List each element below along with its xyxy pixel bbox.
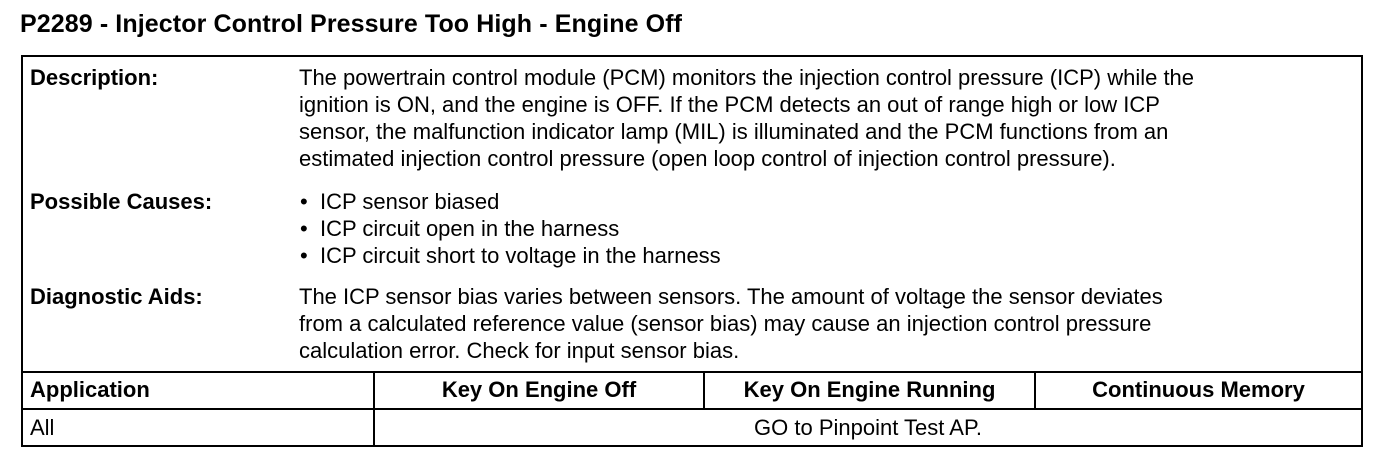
diagnostic-aids-line: calculation error. Check for input sensor bias. [299, 338, 740, 363]
header-continuous-memory: Continuous Memory [1092, 377, 1305, 402]
header-application: Application [30, 377, 150, 402]
possible-causes-list [299, 188, 1351, 269]
description-label: Description: [30, 65, 159, 90]
possible-causes-label: Possible Causes: [30, 189, 213, 214]
diagnostic-aids-line: The ICP sensor bias varies between sensors. The amount of voltage the sensor deviates [299, 284, 1163, 309]
list-item: • ICP sensor biased [299, 188, 1351, 215]
list-item: • ICP circuit open in the harness [299, 215, 1351, 242]
table-row-application: All [30, 415, 55, 440]
list-item: • ICP circuit short to voltage in the harness [299, 242, 1351, 269]
header-key-on-engine-off: Key On Engine Off [441, 377, 637, 402]
description-line: sensor, the malfunction indicator lamp (MIL) is illuminated and the PCM functions from an [299, 119, 1169, 144]
header-key-on-engine-running: Key On Engine Running [743, 377, 996, 402]
page-title: P2289 - Injector Control Pressure Too High - Engine Off [20, 10, 683, 38]
diagnostic-aids-label: Diagnostic Aids: [30, 284, 203, 309]
table-row-action: GO to Pinpoint Test AP. [754, 415, 982, 440]
dtc-info-table [21, 55, 1363, 447]
description-line: The powertrain control module (PCM) monitors the injection control pressure (ICP) while the [299, 65, 1195, 90]
description-line: estimated injection control pressure (open loop control of injection control pressure). [299, 146, 1116, 171]
description-text [299, 64, 1351, 172]
description-line: ignition is ON, and the engine is OFF. If the PCM detects an out of range high or low ICP [299, 92, 1160, 117]
diagnostic-aids-line: from a calculated reference value (sensor bias) may cause an injection control pressure [299, 311, 1152, 336]
diagnostic-aids-text [299, 283, 1351, 364]
